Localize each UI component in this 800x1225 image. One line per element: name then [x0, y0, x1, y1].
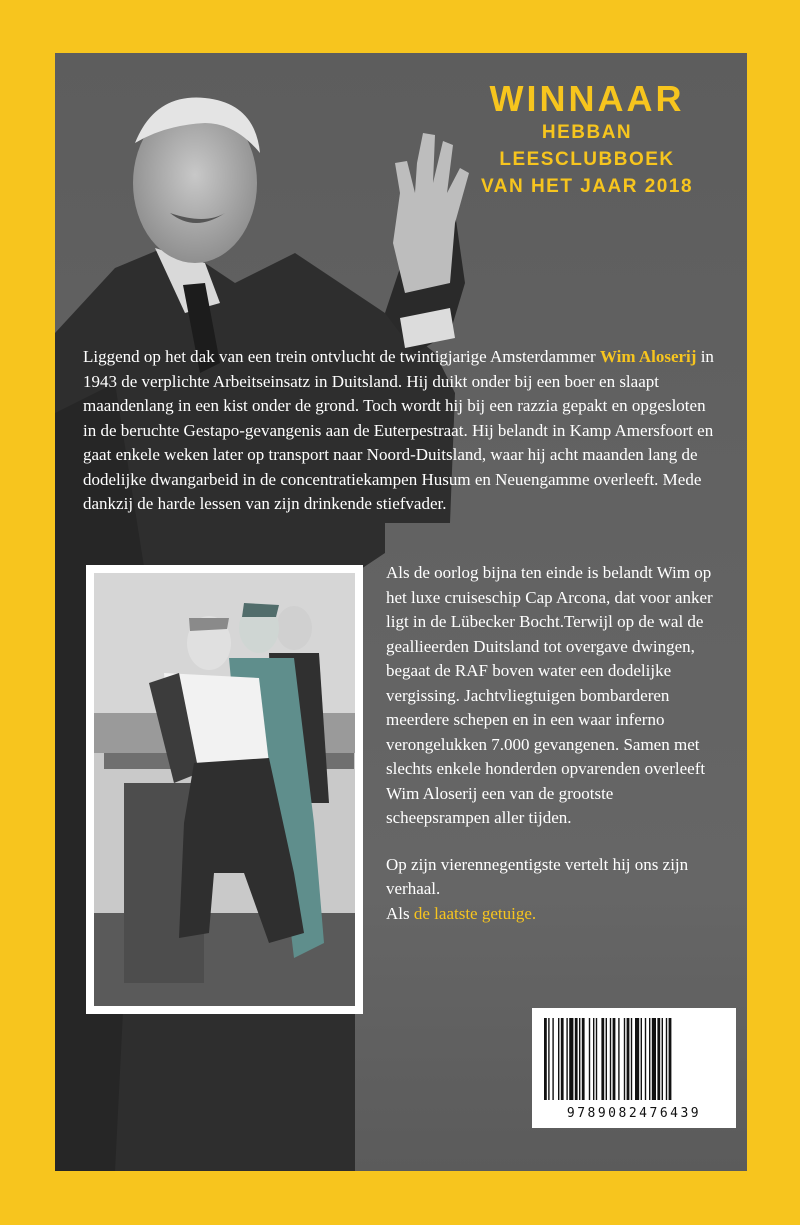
barcode-bar	[631, 1018, 632, 1100]
barcode-bar	[569, 1018, 573, 1100]
story-paragraph-2	[386, 853, 716, 927]
back-cover	[55, 53, 747, 1171]
barcode-bar	[601, 1018, 604, 1100]
barcode-bar	[666, 1018, 667, 1100]
barcode-bar	[649, 1018, 650, 1100]
barcode-bar	[593, 1018, 594, 1100]
barcode-bar	[566, 1018, 567, 1100]
barcode-bar	[596, 1018, 597, 1100]
barcode-bar	[606, 1018, 607, 1100]
award-line-1: HEBBAN	[541, 122, 633, 143]
blurb-part-1: Liggend op het dak van een trein ontvlucht de twintigjarige Amsterdammer	[83, 347, 600, 366]
award-badge	[457, 79, 717, 200]
barcode-bar	[575, 1018, 578, 1100]
award-title: WINNAAR	[489, 78, 685, 119]
barcode-bar	[582, 1018, 585, 1100]
blurb-part-2: in 1943 de verplichte Arbeitseinsatz in Duitsland. Hij duikt onder bij een boer en slaapt maandenlang in een kist onder de grond. Toch wordt hij bij een razzia gepakt en opgesloten in de beruchte Gestapo-gevangenis aan de Euterpestraat. Hij belandt in Kamp Amersfoort en gaat enkele weken later op transport naar Noord-Duitsland, waar hij acht maanden lang de dodelijke dwangarbeid in de concentratiekampen Husum en Neuengamme overleeft. Mede dankzij de harde lessen van zijn drinkende stiefvader.	[83, 347, 714, 513]
story-paragraph-1: Als de oorlog bijna ten einde is belandt Wim op het luxe cruiseschip Cap Arcona, dat voor anker ligt in de Lübecker Bocht.Terwijl op de wal de geallieerden Duitsland tot overgave dwingen, begaat de RAF boven water een dodelijke vergissing. Jachtvliegtuigen bombarderen meerdere schepen en in een waar inferno verongelukken 7.000 gevangenen. Samen met slechts enkele honderden opvarenden overleeft Wim Aloserij een van de grootste scheepsrampen aller tijden.	[386, 563, 713, 827]
barcode-bar	[558, 1018, 559, 1100]
story-paragraph-2-prefix: Op zijn vierennegentigste vertelt hij ons zijn verhaal.	[386, 854, 689, 898]
blurb-text	[83, 345, 723, 517]
barcode-bar	[610, 1018, 611, 1100]
historic-photo	[86, 565, 363, 1014]
barcode-bar	[624, 1018, 625, 1100]
award-line-2: LEESCLUBBOEK	[499, 149, 675, 170]
barcode-bar	[641, 1018, 642, 1100]
award-line-3: VAN HET JAAR 2018	[480, 176, 694, 197]
three-men-photo	[94, 573, 355, 1006]
barcode-bars	[544, 1018, 724, 1100]
barcode-bar	[635, 1018, 639, 1100]
barcode-bar	[579, 1018, 580, 1100]
barcode-bar	[627, 1018, 630, 1100]
story-text	[386, 561, 716, 948]
barcode-bar	[589, 1018, 590, 1100]
isbn-barcode	[532, 1008, 736, 1128]
barcode-bar	[662, 1018, 663, 1100]
last-witness-highlight: de laatste getuige.	[413, 903, 537, 923]
barcode-bar	[544, 1018, 547, 1100]
barcode-bar	[645, 1018, 646, 1100]
isbn-number: 9789082476439	[566, 1106, 702, 1121]
barcode-bar	[548, 1018, 549, 1100]
barcode-bar	[613, 1018, 616, 1100]
author-name: Wim Aloserij	[599, 347, 697, 366]
barcode-bar	[669, 1018, 672, 1100]
barcode-bar	[652, 1018, 656, 1100]
barcode-bar	[561, 1018, 564, 1100]
story-paragraph-2-als: Als	[386, 903, 414, 923]
barcode-bar	[657, 1018, 660, 1100]
barcode-bar	[552, 1018, 553, 1100]
barcode-bar	[618, 1018, 619, 1100]
